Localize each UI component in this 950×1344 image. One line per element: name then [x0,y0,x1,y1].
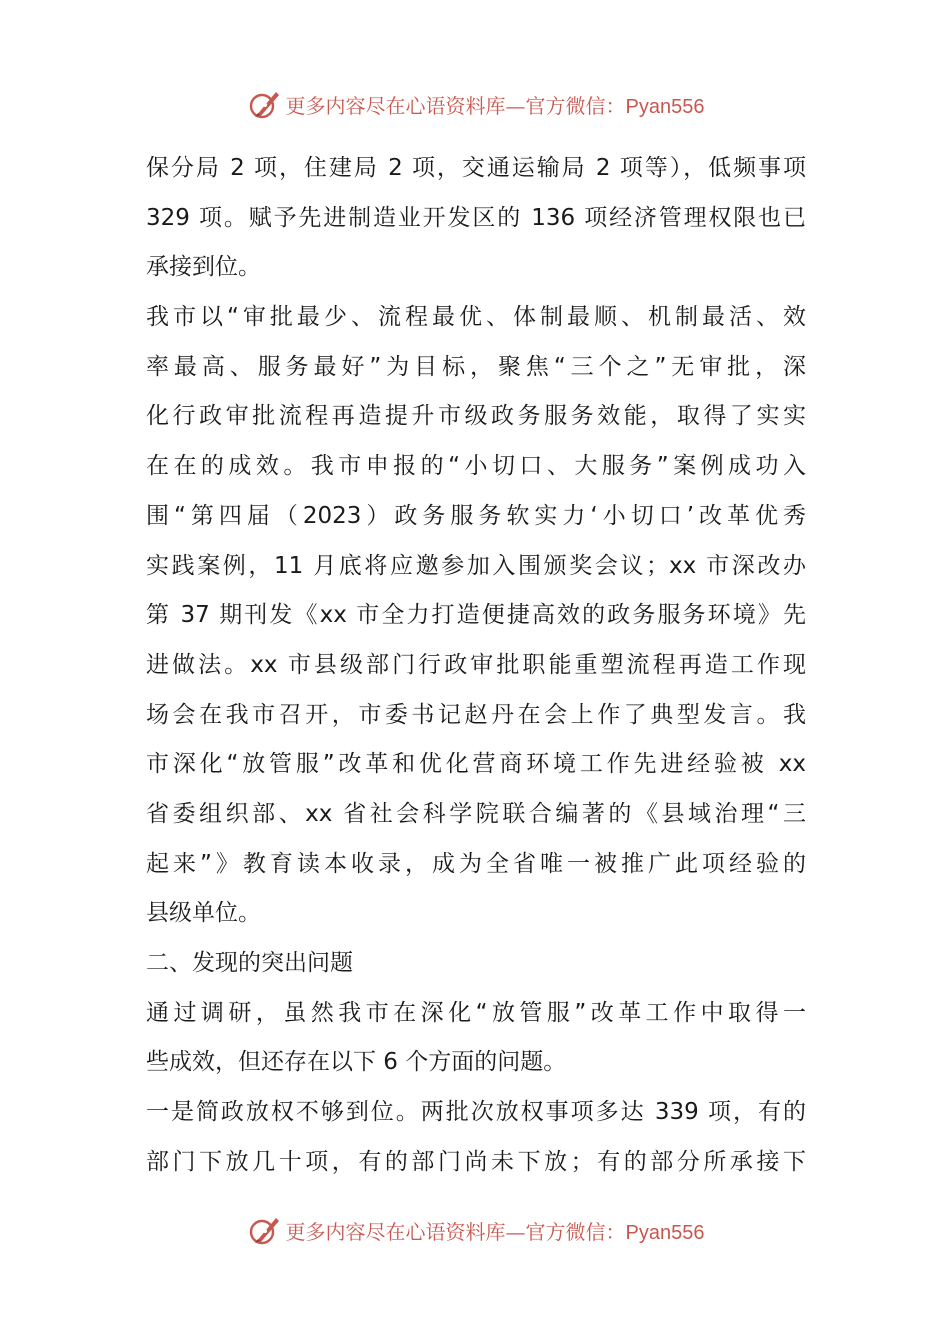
pen-nib-icon [246,86,282,122]
text-line-18: 通过调研，虽然我市在深化“放管服”改革工作中取得一 [146,999,806,1026]
text-line-16: 县级单位。 [146,900,261,927]
text-line-2: 329 项。赋予先进制造业开发区的 136 项经济管理权限也已 [146,204,806,231]
text-line-3: 承接到位。 [146,254,261,281]
text-line-5: 率最高、服务最好”为目标，聚焦“三个之”无审批，深 [146,353,806,380]
text-line-8: 围“第四届（2023）政务服务软实力‘小切口’改革优秀 [146,502,806,529]
wechat-id: Pyan556 [625,1221,705,1244]
text-line-12: 场会在我市召开，市委书记赵丹在会上作了典型发言。我 [146,701,806,728]
text-line-14: 省委组织部、xx 省社会科学院联合编著的《县域治理“三 [146,800,806,827]
document-body [146,144,806,1187]
text-line-9: 实践案例，11 月底将应邀参加入围颁奖会议；xx 市深改办 [146,552,806,579]
text-line-15: 起来”》教育读本收录，成为全省唯一被推广此项经验的 [146,850,806,877]
header-watermark [0,84,950,124]
pen-nib-icon [246,1212,282,1248]
text-line-10: 第 37 期刊发《xx 市全力打造便捷高效的政务服务环境》先 [146,602,806,629]
section-heading: 二、发现的突出问题 [146,950,353,976]
footer-watermark [0,1210,950,1250]
text-line-13: 市深化“放管服”改革和优化营商环境工作先进经验被 xx [146,751,806,778]
text-line-6: 化行政审批流程再造提升市级政务服务效能，取得了实实 [146,403,806,430]
text-line-20: 一是简政放权不够到位。两批次放权事项多达 339 项，有的 [146,1099,806,1126]
text-line-4: 我市以“审批最少、流程最优、体制最顺、机制最活、效 [146,304,806,331]
wechat-id: Pyan556 [625,95,705,118]
text-line-11: 进做法。xx 市县级部门行政审批职能重塑流程再造工作现 [146,651,806,678]
text-line-7: 在在的成效。我市申报的“小切口、大服务”案例成功入 [146,453,806,480]
watermark-text: 更多内容尽在心语资料库—官方微信：Pyan556 [285,1219,705,1244]
watermark-text: 更多内容尽在心语资料库—官方微信：Pyan556 [285,93,705,118]
text-line-19: 些成效，但还存在以下 6 个方面的问题。 [146,1049,567,1076]
text-line-21: 部门下放几十项，有的部门尚未下放；有的部分所承接下 [146,1148,806,1175]
text-line-1: 保分局 2 项，住建局 2 项，交通运输局 2 项等），低频事项 [146,155,806,181]
